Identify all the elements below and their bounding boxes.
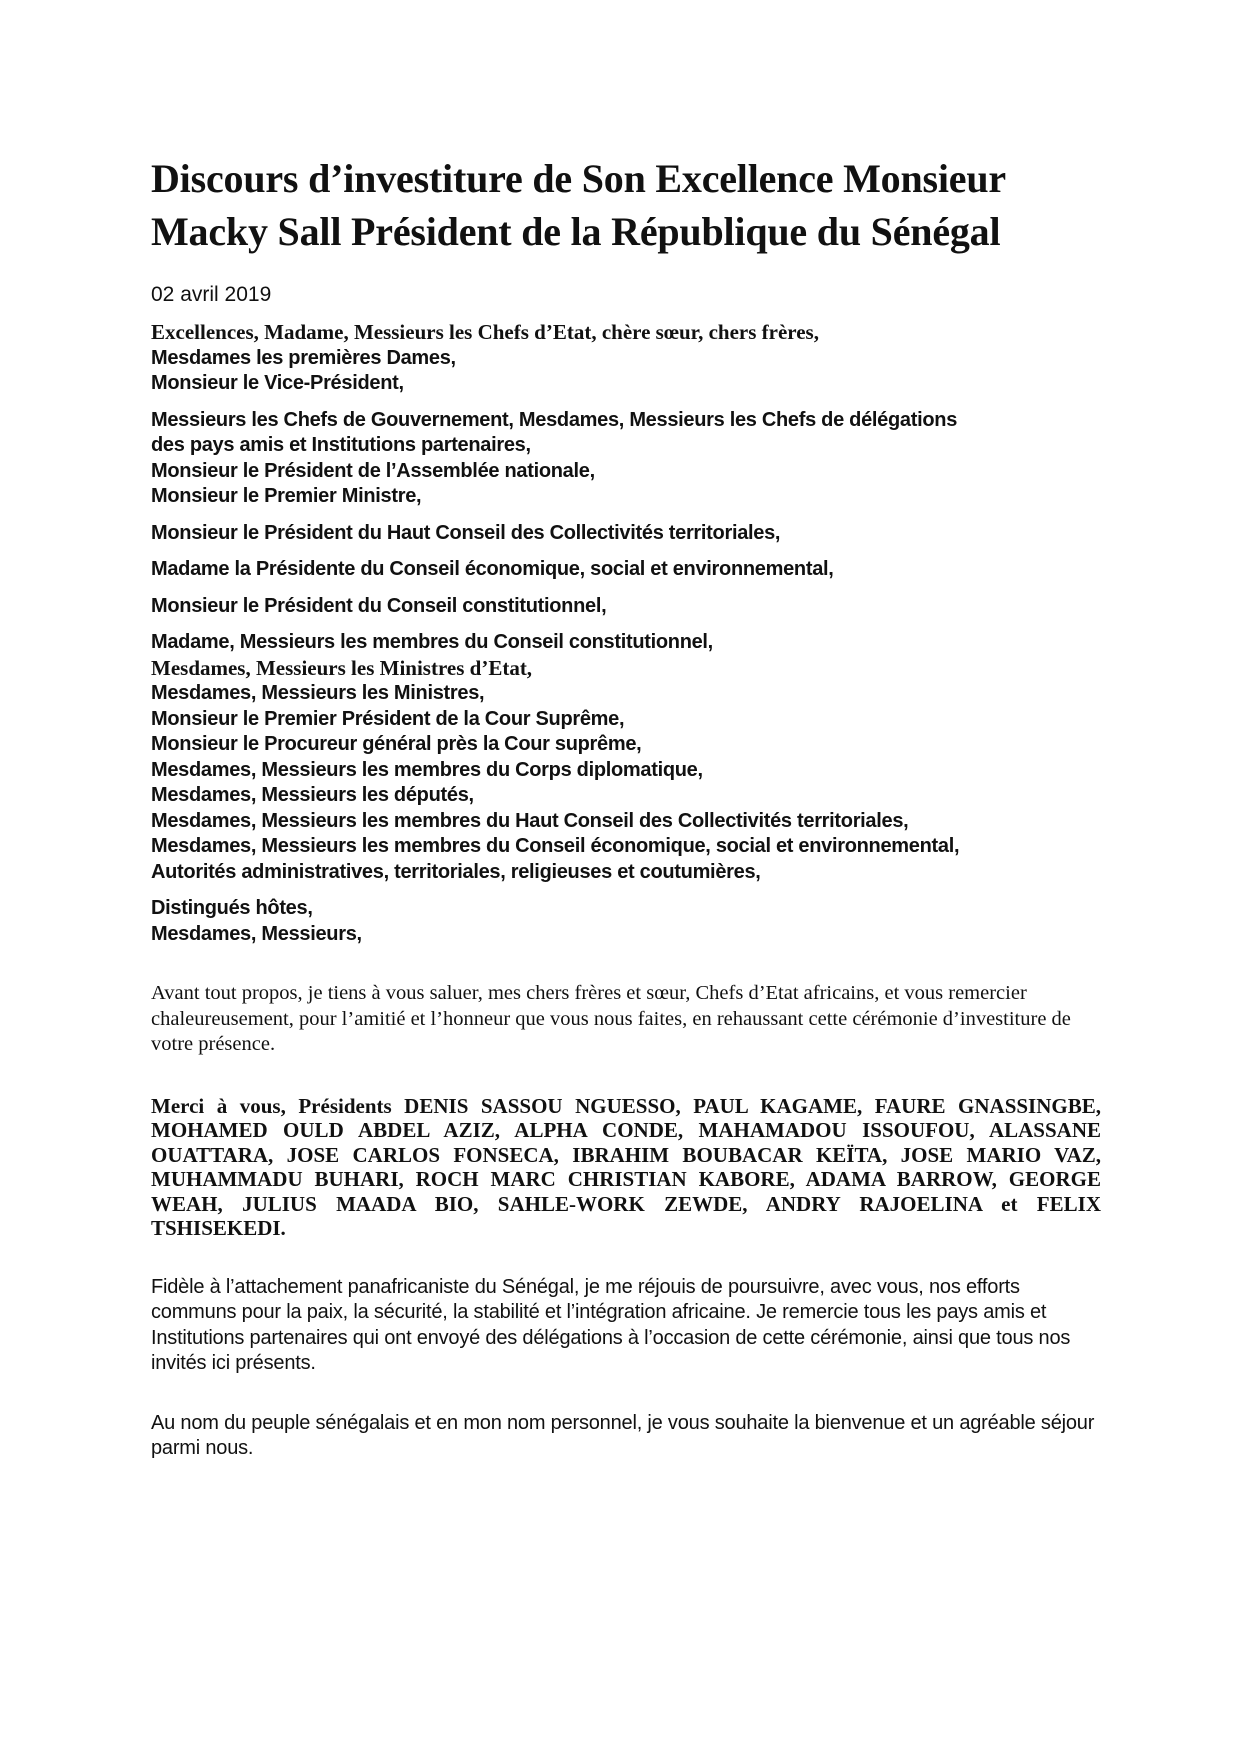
document-page — [151, 152, 1101, 1462]
salutation-group — [151, 630, 1101, 885]
salutation-line: Monsieur le Président de l’Assemblée nationale, — [151, 459, 595, 482]
salutation-group — [151, 557, 1101, 583]
salutation-group — [151, 896, 1101, 947]
salutation-line: Madame, Messieurs les membres du Conseil constitutionnel, — [151, 631, 713, 653]
salutation-line: Autorités administratives, territoriales, religieuses et coutumières, — [151, 860, 761, 883]
salutation-line: Messieurs les Chefs de Gouvernement, Mesdames, Messieurs les Chefs de délégations — [151, 408, 958, 431]
salutation-group — [151, 320, 1101, 397]
salutation-line: Monsieur le Président du Conseil constitutionnel, — [151, 594, 607, 617]
salutation-line: Monsieur le Vice-Président, — [151, 372, 404, 394]
paragraph-fidele: Fidèle à l’attachement panafricaniste du Sénégal, je me réjouis de poursuivre, avec vous, nos efforts communs pour la paix, la sécurité, la stabilité et l’intégration africaine. Je remercie tous les pays amis et Institutions partenaires qui ont envoyé des délégations à l’occasion de cette cérémonie, ainsi que tous nos invités ici présents. — [151, 1275, 1071, 1374]
salutation-line: Mesdames, Messieurs les membres du Conseil économique, social et environnemental, — [151, 835, 960, 857]
salutation-line: Distingués hôtes, — [151, 897, 313, 919]
paragraph-intro: Avant tout propos, je tiens à vous saluer, mes chers frères et sœur, Chefs d’Etat africains, et vous remercier chaleureusement, pour l’amitié et l’honneur que vous nous faites, en rehaussant cette cérémonie d’investiture de votre présence. — [151, 982, 1071, 1055]
paragraph-merci: Merci à vous, Présidents DENIS SASSOU NGUESSO, PAUL KAGAME, FAURE GNASSINGBE, MOHAMED OULD ABDEL AZIZ, ALPHA CONDE, MAHAMADOU ISSOUFOU, ALASSANE OUATTARA, JOSE CARLOS FONSECA, IBRAHIM BOUBACAR KEÏTA, JOSE MARIO VAZ, MUHAMMADU BUHARI, ROCH MARC CHRISTIAN KABORE, ADAMA BARROW, GEORGE WEAH, JULIUS MAADA BIO, SAHLE-WORK ZEWDE, ANDRY RAJOELINA et FELIX TSHISEKEDI. — [151, 1093, 1101, 1240]
salutation-line: Monsieur le Premier Ministre, — [151, 485, 422, 507]
document-date: 02 avril 2019 — [151, 283, 272, 306]
salutation-group — [151, 521, 1101, 547]
salutation-line: Mesdames, Messieurs les membres du Corps diplomatique, — [151, 758, 703, 781]
salutation-line: Excellences, Madame, Messieurs les Chefs d’Etat, chère sœur, chers frères, — [151, 320, 819, 344]
salutation-line: Mesdames, Messieurs les députés, — [151, 784, 474, 806]
salutation-line: Monsieur le Président du Haut Conseil des Collectivités territoriales, — [151, 521, 781, 544]
salutation-line: des pays amis et Institutions partenaires, — [151, 434, 531, 456]
salutation-line: Mesdames, Messieurs, — [151, 922, 362, 945]
salutation-group — [151, 594, 1101, 620]
salutation-line: Madame la Présidente du Conseil économique, social et environnemental, — [151, 558, 834, 580]
salutation-line: Mesdames les premières Dames, — [151, 346, 456, 369]
salutation-line: Mesdames, Messieurs les membres du Haut Conseil des Collectivités territoriales, — [151, 809, 909, 832]
salutation-line: Mesdames, Messieurs les Ministres d’Etat, — [151, 655, 533, 680]
salutations — [151, 320, 1101, 947]
salutation-group — [151, 408, 1101, 510]
document-title: Discours d’investiture de Son Excellence Monsieur Macky Sall Président de la République du Sénégal — [151, 156, 1006, 254]
salutation-line: Monsieur le Premier Président de la Cour Suprême, — [151, 707, 625, 730]
salutation-line: Monsieur le Procureur général près la Cour suprême, — [151, 733, 642, 755]
paragraph-bienvenue: Au nom du peuple sénégalais et en mon nom personnel, je vous souhaite la bienvenue et un agréable séjour parmi nous. — [151, 1411, 1095, 1459]
salutation-line: Mesdames, Messieurs les Ministres, — [151, 682, 485, 704]
